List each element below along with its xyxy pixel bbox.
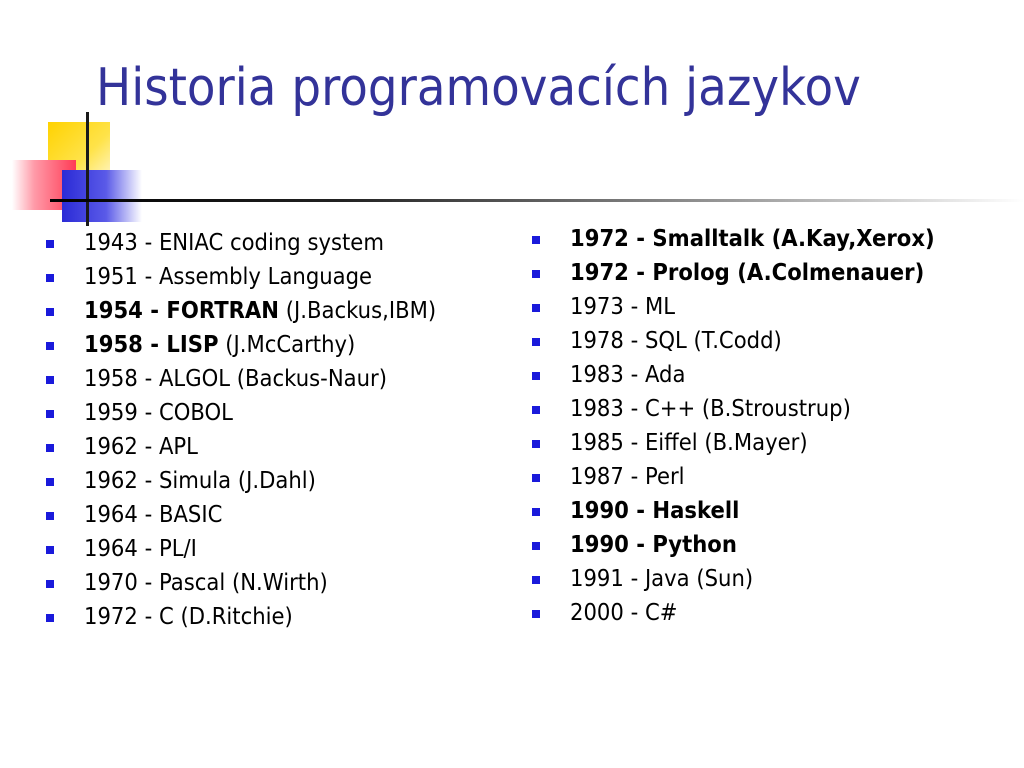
square-bullet-icon bbox=[532, 508, 540, 516]
square-bullet-icon bbox=[46, 342, 54, 350]
list-item bbox=[42, 226, 467, 260]
square-bullet-icon bbox=[46, 614, 54, 622]
list-item bbox=[528, 290, 966, 324]
item-text: 1985 - Eiffel (B.Mayer) bbox=[570, 430, 808, 456]
item-text: 1973 - ML bbox=[570, 294, 675, 320]
item-text: 1964 - BASIC bbox=[84, 502, 223, 528]
item-text: 1959 - COBOL bbox=[84, 400, 233, 426]
list-item bbox=[528, 358, 966, 392]
list-item bbox=[528, 562, 966, 596]
item-text: 1943 - ENIAC coding system bbox=[84, 230, 384, 256]
square-bullet-icon bbox=[46, 410, 54, 418]
item-text: 1962 - APL bbox=[84, 434, 198, 460]
item-text: 1964 - PL/I bbox=[84, 536, 197, 562]
right-column-list bbox=[528, 222, 966, 630]
square-bullet-icon bbox=[46, 580, 54, 588]
list-item bbox=[528, 426, 966, 460]
item-text: 1991 - Java (Sun) bbox=[570, 566, 754, 592]
item-text: 1983 - C++ (B.Stroustrup) bbox=[570, 396, 851, 422]
item-text: 1987 - Perl bbox=[570, 464, 685, 490]
item-bold-text: 1954 - FORTRAN bbox=[84, 298, 280, 324]
item-bold-text: 1990 - Haskell bbox=[570, 498, 740, 524]
list-item bbox=[42, 532, 467, 566]
square-bullet-icon bbox=[532, 304, 540, 312]
list-item bbox=[528, 392, 966, 426]
list-item bbox=[42, 294, 467, 328]
list-item bbox=[528, 256, 966, 290]
square-bullet-icon bbox=[532, 338, 540, 346]
square-bullet-icon bbox=[46, 376, 54, 384]
list-item bbox=[42, 396, 467, 430]
item-bold-text: 1958 - LISP bbox=[84, 332, 219, 358]
item-text: 1983 - Ada bbox=[570, 362, 686, 388]
square-bullet-icon bbox=[46, 240, 54, 248]
square-bullet-icon bbox=[532, 474, 540, 482]
square-bullet-icon bbox=[46, 546, 54, 554]
list-item bbox=[42, 328, 467, 362]
square-bullet-icon bbox=[532, 610, 540, 618]
list-item bbox=[42, 362, 467, 396]
title-underline-rule bbox=[50, 199, 1024, 202]
list-item bbox=[42, 430, 467, 464]
list-item bbox=[528, 460, 966, 494]
item-text: (J.McCarthy) bbox=[218, 332, 356, 358]
square-bullet-icon bbox=[532, 372, 540, 380]
list-item bbox=[528, 528, 966, 562]
list-item bbox=[42, 566, 467, 600]
slide-title: Historia programovacích jazykov bbox=[96, 58, 861, 118]
vertical-rule bbox=[86, 112, 89, 226]
item-text: 1951 - Assembly Language bbox=[84, 264, 373, 290]
list-item bbox=[528, 222, 966, 256]
square-bullet-icon bbox=[532, 270, 540, 278]
list-item bbox=[528, 494, 966, 528]
square-bullet-icon bbox=[532, 236, 540, 244]
item-text: 1970 - Pascal (N.Wirth) bbox=[84, 570, 328, 596]
square-bullet-icon bbox=[532, 440, 540, 448]
square-bullet-icon bbox=[46, 478, 54, 486]
square-bullet-icon bbox=[532, 542, 540, 550]
square-bullet-icon bbox=[46, 512, 54, 520]
item-text: (J.Backus,IBM) bbox=[279, 298, 437, 324]
list-item bbox=[42, 600, 467, 634]
list-item bbox=[528, 596, 966, 630]
square-bullet-icon bbox=[46, 274, 54, 282]
square-bullet-icon bbox=[46, 308, 54, 316]
square-bullet-icon bbox=[46, 444, 54, 452]
item-text: 1962 - Simula (J.Dahl) bbox=[84, 468, 316, 494]
list-item bbox=[42, 464, 467, 498]
item-bold-text: 1972 - Smalltalk (A.Kay,Xerox) bbox=[570, 226, 935, 252]
list-item bbox=[42, 498, 467, 532]
item-bold-text: 1990 - Python bbox=[570, 532, 737, 558]
item-bold-text: 1972 - Prolog (A.Colmenauer) bbox=[570, 260, 925, 286]
list-item bbox=[528, 324, 966, 358]
blue-square-decoration bbox=[62, 170, 142, 222]
square-bullet-icon bbox=[532, 406, 540, 414]
list-item bbox=[42, 260, 467, 294]
square-bullet-icon bbox=[532, 576, 540, 584]
item-text: 2000 - C# bbox=[570, 600, 678, 626]
item-text: 1978 - SQL (T.Codd) bbox=[570, 328, 782, 354]
item-text: 1972 - C (D.Ritchie) bbox=[84, 604, 293, 630]
item-text: 1958 - ALGOL (Backus-Naur) bbox=[84, 366, 387, 392]
left-column-list bbox=[42, 226, 467, 634]
